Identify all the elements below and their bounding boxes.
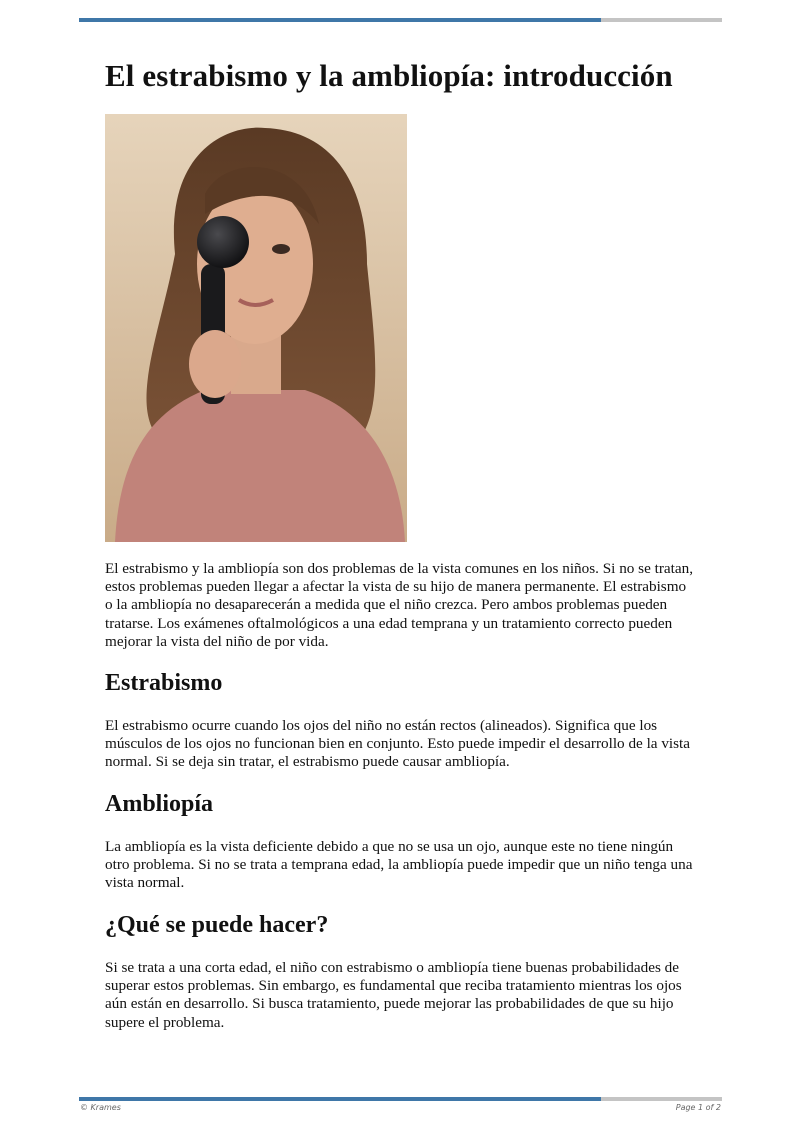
footer-rule-accent bbox=[79, 1097, 601, 1101]
footer-rule-gray bbox=[601, 1097, 722, 1101]
section-body: La ambliopía es la vista deficiente debido a que no se usa un ojo, aunque este no tiene ningún otro problema. Si no se trata a temprana edad, la ambliopía puede impedir que un niño tenga una vista normal. bbox=[105, 838, 693, 892]
section-heading: ¿Qué se puede hacer? bbox=[105, 912, 329, 938]
footer-rule bbox=[79, 1097, 722, 1101]
page-title: El estrabismo y la ambliopía: introducción bbox=[105, 58, 673, 93]
section-body: El estrabismo ocurre cuando los ojos del niño no están rectos (alineados). Significa que los músculos de los ojos no funcionan bien en conjunto. Esto puede impedir el desarrollo de la vista normal. Si se deja sin tratar, el estrabismo puede causar ambliopía. bbox=[105, 717, 691, 771]
intro-paragraph: El estrabismo y la ambliopía son dos problemas de la vista comunes en los niños. Si no se tratan, estos problemas pueden llegar a afectar la vista de su hijo de manera permanente. El estrabismo o la ambliopía no desaparecerán a medida que el niño crezca. Pero ambos problemas pueden tratarse. Los exámenes oftalmológicos a una edad temprana y un tratamiento correcto pueden mejorar la vista del niño de por vida. bbox=[105, 560, 693, 650]
footer-copyright: © Krames bbox=[80, 1103, 121, 1112]
section-estrabismo bbox=[105, 670, 697, 772]
section-heading: Ambliopía bbox=[105, 791, 214, 817]
section-heading: Estrabismo bbox=[105, 670, 223, 696]
section-body: Si se trata a una corta edad, el niño con estrabismo o ambliopía tiene buenas probabilidades de superar estos problemas. Sin embargo, es fundamental que reciba tratamiento mientras los ojos aún están en desarrollo. Si busca tratamiento, puede mejorar las probabilidades de que su hijo supere el problema. bbox=[105, 959, 682, 1031]
section-ambliopia bbox=[105, 791, 697, 893]
header-rule-accent bbox=[79, 18, 601, 22]
header-rule bbox=[79, 18, 722, 22]
footer-page-number: Page 1 of 2 bbox=[675, 1103, 721, 1112]
section-que-se-puede-hacer bbox=[105, 912, 697, 1032]
header-rule-gray bbox=[601, 18, 722, 22]
intro-paragraph-block bbox=[105, 560, 697, 651]
photo-girl-eye-occluder bbox=[105, 114, 407, 542]
